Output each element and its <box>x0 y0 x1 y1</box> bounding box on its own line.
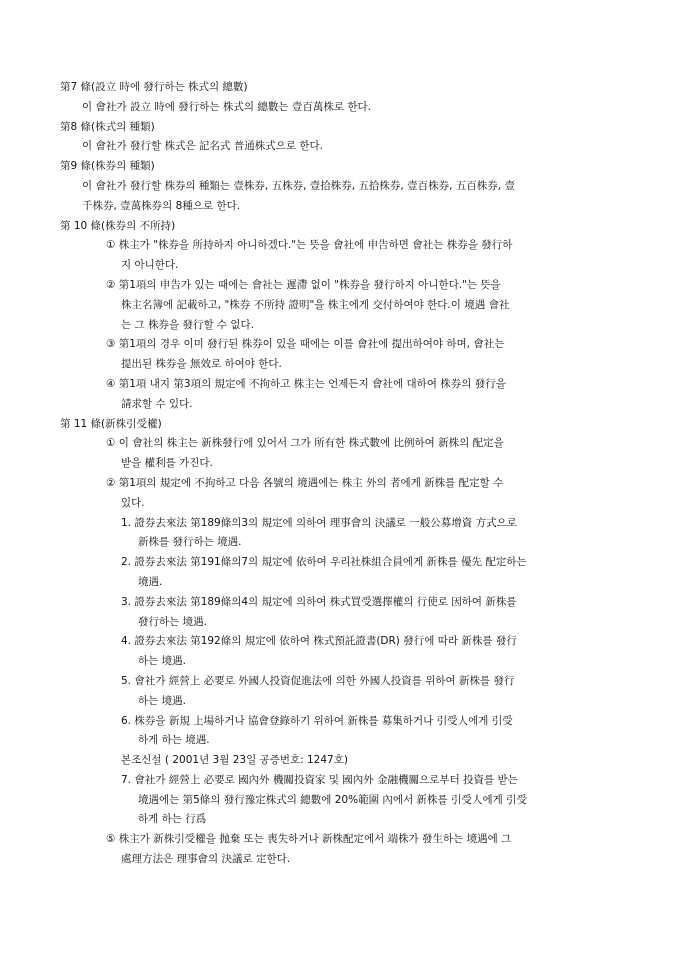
item-3-line1: 3. 證券去來法 第189條의4의 規定에 의하여 株式買受選擇權의 行使로 因하여 新株를 <box>121 595 517 608</box>
item-4-line2: 하는 境遇. <box>138 655 186 668</box>
article-10-para1-line2: 지 아니한다. <box>121 259 179 272</box>
item-2-line2: 境遇. <box>138 575 163 588</box>
article-10-para4-line2: 請求할 수 있다. <box>121 397 193 410</box>
item-7-line2: 境遇에는 第5條의 發行豫定株式의 總數에 20%範圍 內에서 新株를 引受人에게 引受 <box>138 793 528 806</box>
item-5-line1: 5. 會社가 經營上 必要로 外國人投資促進法에 의한 外國人投資를 위하여 新株를 發行 <box>121 674 515 687</box>
article-11-para5-line2: 處理方法은 理事會의 決議로 定한다. <box>121 853 291 866</box>
article-10-para3-line2: 提出된 株券을 無效로 하여야 한다. <box>121 358 282 371</box>
item-7-line3: 하게 하는 行爲 <box>138 813 207 826</box>
article-10-para2-line2: 株主名簿에 記載하고, "株券 不所持 證明"을 株主에게 交付하여야 한다.이 境遇 會社 <box>121 298 510 311</box>
article-10-para4-line1: ④ 第1項 내지 第3項의 規定에 不拘하고 株主는 언제든지 會社에 대하여 株券의 發行을 <box>106 377 506 390</box>
article-11-para1-line1: ① 이 會社의 株主는 新株發行에 있어서 그가 所有한 株式數에 比例하여 新株의 配定을 <box>106 437 504 450</box>
article-11-heading: 第 11 條(新株引受權) <box>60 417 162 430</box>
article-9-heading: 第9 條(株券의 種類) <box>60 160 155 173</box>
item-4-line1: 4. 證券去來法 第192條의 規定에 依하여 株式預託證書(DR) 發行에 따라 新株를 發行 <box>121 635 517 648</box>
article-9-text-line2: 千株券, 壹萬株券의 8種으로 한다. <box>82 199 241 212</box>
item-6-line1: 6. 株券을 新規 上場하거나 協會登錄하기 위하여 新株를 募集하거나 引受人에게 引受 <box>121 714 513 727</box>
article-8-text: 이 會社가 發行할 株式은 記名式 普通株式으로 한다. <box>82 140 324 153</box>
item-5-line2: 하는 境遇. <box>138 694 186 707</box>
article-10-para2-line1: ② 第1項의 申告가 있는 때에는 會社는 遲滯 없이 "株券을 發行하지 아니한다."는 뜻을 <box>106 278 501 291</box>
article-11-para1-line2: 받을 權利를 가진다. <box>121 457 213 470</box>
item-6-line2: 하게 하는 境遇. <box>138 734 210 747</box>
item-1-line1: 1. 證券去來法 第189條의3의 規定에 의하여 理事會의 決議로 一般公募增資 方式으로 <box>121 516 517 529</box>
amendment-note: 본조신설 ( 2001년 3월 23일 공증번호: 1247호) <box>121 754 348 767</box>
article-10-para3-line1: ③ 第1項의 경우 이미 發行된 株券이 있을 때에는 이를 會社에 提出하여야 하며, 會社는 <box>106 338 505 351</box>
article-10-para1-line1: ① 株主가 "株券을 所持하지 아니하겠다."는 뜻을 會社에 申告하면 會社는 株券을 發行하 <box>106 239 513 252</box>
article-8-heading: 第8 條(株式의 種類) <box>60 120 155 133</box>
document-body <box>60 78 625 870</box>
article-10-heading: 第 10 條(株券의 不所持) <box>60 219 176 232</box>
article-11-para2-line2: 있다. <box>121 496 145 509</box>
article-7-heading: 第7 條(設立 時에 發行하는 株式의 總數) <box>60 81 248 93</box>
article-10-para2-line3: 는 그 株券을 發行할 수 없다. <box>121 318 255 331</box>
item-1-line2: 新株를 發行하는 境遇. <box>138 536 242 549</box>
article-11-para2-line1: ② 第1項의 規定에 不拘하고 다음 各號의 境遇에는 株主 外의 者에게 新株를 配定할 수 <box>106 476 504 489</box>
article-11-para5-line1: ⑤ 株主가 新株引受權을 抛棄 또는 喪失하거나 新株配定에서 端株가 發生하는 境遇에 그 <box>106 833 512 846</box>
article-7-text: 이 會社가 設立 時에 發行하는 株式의 總數는 壹百萬株로 한다. <box>82 100 371 113</box>
item-3-line2: 發行하는 境遇. <box>138 615 207 628</box>
item-2-line1: 2. 證券去來法 第191條의7의 規定에 依하여 우리社株組合員에게 新株를 優先 配定하는 <box>121 556 527 569</box>
article-9-text-line1: 이 會社가 發行할 株券의 種類는 壹株券, 五株券, 壹拾株券, 五拾株券, 壹百株券, 五百株券, 壹 <box>82 179 515 192</box>
item-7-line1: 7. 會社가 經營上 必要로 國內外 機關投資家 및 國內外 金融機關으로부터 投資를 받는 <box>121 773 518 786</box>
